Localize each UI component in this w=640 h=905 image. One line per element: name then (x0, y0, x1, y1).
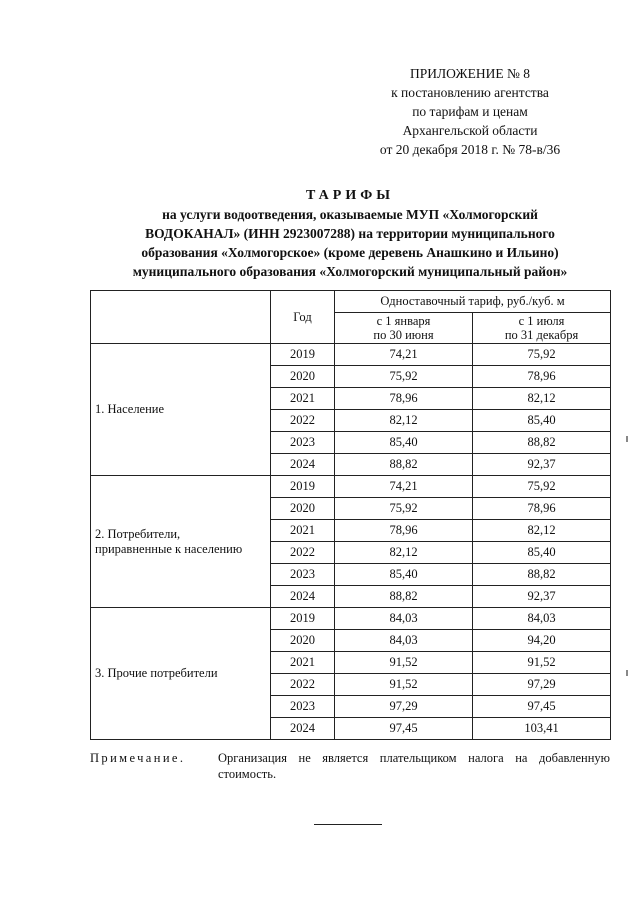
tariff-h1-cell: 75,92 (335, 498, 473, 520)
header-tariff: Одноставочный тариф, руб./куб. м (335, 291, 611, 313)
tariff-h1-cell: 97,29 (335, 696, 473, 718)
year-cell: 2019 (271, 608, 335, 630)
tariff-h1-cell: 88,82 (335, 586, 473, 608)
tariff-h2-cell: 85,40 (473, 542, 611, 564)
year-cell: 2024 (271, 586, 335, 608)
year-cell: 2023 (271, 432, 335, 454)
note-text: Организация не является плательщиком налога на добавленную стоимость. (218, 751, 610, 781)
scan-edge-mark (626, 670, 628, 676)
tariff-h2-cell: 92,37 (473, 454, 611, 476)
appendix-header (340, 64, 600, 159)
group-label-line: 2. Потребители, (95, 526, 181, 541)
tariff-h1-cell: 84,03 (335, 630, 473, 652)
group-label (91, 476, 271, 608)
year-cell: 2020 (271, 630, 335, 652)
document-title (70, 186, 630, 281)
tariff-h2-cell: 94,20 (473, 630, 611, 652)
scan-edge-mark (626, 436, 628, 442)
tariff-h1-cell: 74,21 (335, 344, 473, 366)
title-word: ТАРИФЫ (306, 188, 394, 203)
header-period-2 (473, 313, 611, 344)
note-label: Примечание. (90, 751, 186, 765)
tariff-h2-cell: 85,40 (473, 410, 611, 432)
title-line: ВОДОКАНАЛ» (ИНН 2923007288) на территории муниципального (145, 226, 555, 241)
tariff-h1-cell: 75,92 (335, 366, 473, 388)
tariff-h2-cell: 91,52 (473, 652, 611, 674)
year-cell: 2023 (271, 696, 335, 718)
tariff-h1-cell: 82,12 (335, 542, 473, 564)
tariff-h2-cell: 103,41 (473, 718, 611, 740)
table-row (91, 608, 611, 630)
tariff-h2-cell: 84,03 (473, 608, 611, 630)
year-cell: 2020 (271, 498, 335, 520)
tariff-h1-cell: 85,40 (335, 564, 473, 586)
tariff-h2-cell: 88,82 (473, 432, 611, 454)
closing-rule (314, 824, 382, 825)
appendix-line: к постановлению агентства (391, 85, 549, 100)
header-empty-cell (91, 291, 271, 344)
table-header-row (91, 291, 611, 313)
header-period-1 (335, 313, 473, 344)
year-cell: 2021 (271, 652, 335, 674)
tariff-h1-cell: 97,45 (335, 718, 473, 740)
year-cell: 2024 (271, 454, 335, 476)
year-cell: 2021 (271, 388, 335, 410)
header-period-1-from: с 1 января (376, 314, 431, 328)
title-line: образования «Холмогорское» (кроме деревень Анашкино и Ильино) (141, 245, 559, 260)
group-label (91, 608, 271, 740)
tariff-h1-cell: 74,21 (335, 476, 473, 498)
tariff-h2-cell: 88,82 (473, 564, 611, 586)
table-row (91, 476, 611, 498)
year-cell: 2023 (271, 564, 335, 586)
year-cell: 2024 (271, 718, 335, 740)
tariff-h2-cell: 97,45 (473, 696, 611, 718)
tariff-h2-cell: 97,29 (473, 674, 611, 696)
appendix-number: ПРИЛОЖЕНИЕ № 8 (409, 66, 531, 81)
header-year: Год (271, 291, 335, 344)
group-label-line: приравненные к населению (95, 541, 243, 556)
tariff-h2-cell: 78,96 (473, 366, 611, 388)
tariff-h1-cell: 78,96 (335, 388, 473, 410)
appendix-line: Архангельской области (402, 123, 538, 138)
tariff-h2-cell: 75,92 (473, 344, 611, 366)
tariff-h2-cell: 82,12 (473, 388, 611, 410)
group-label-line: 3. Прочие потребители (95, 666, 218, 680)
appendix-line: по тарифам и ценам (412, 104, 528, 119)
tariff-h1-cell: 91,52 (335, 652, 473, 674)
year-cell: 2019 (271, 476, 335, 498)
table-row (91, 344, 611, 366)
tariff-table (90, 290, 611, 740)
year-cell: 2021 (271, 520, 335, 542)
tariff-h2-cell: 82,12 (473, 520, 611, 542)
year-cell: 2022 (271, 410, 335, 432)
tariff-h1-cell: 85,40 (335, 432, 473, 454)
tariff-h2-cell: 92,37 (473, 586, 611, 608)
tariff-h1-cell: 82,12 (335, 410, 473, 432)
tariff-h1-cell: 78,96 (335, 520, 473, 542)
title-line: муниципального образования «Холмогорский муниципальный район» (132, 264, 568, 279)
header-period-2-from: с 1 июля (518, 314, 565, 328)
year-cell: 2019 (271, 344, 335, 366)
tariff-h2-cell: 75,92 (473, 476, 611, 498)
header-period-2-to: по 31 декабря (504, 328, 579, 342)
appendix-date: от 20 декабря 2018 г. № 78-в/36 (379, 142, 561, 157)
tariff-h2-cell: 78,96 (473, 498, 611, 520)
group-label-line: 1. Население (95, 402, 165, 416)
year-cell: 2022 (271, 674, 335, 696)
year-cell: 2020 (271, 366, 335, 388)
title-line: на услуги водоотведения, оказываемые МУП «Холмогорский (162, 207, 538, 222)
tariff-h1-cell: 84,03 (335, 608, 473, 630)
header-period-1-to: по 30 июня (373, 328, 434, 342)
table-body (91, 344, 611, 740)
group-label (91, 344, 271, 476)
year-cell: 2022 (271, 542, 335, 564)
tariff-h1-cell: 91,52 (335, 674, 473, 696)
tariff-h1-cell: 88,82 (335, 454, 473, 476)
